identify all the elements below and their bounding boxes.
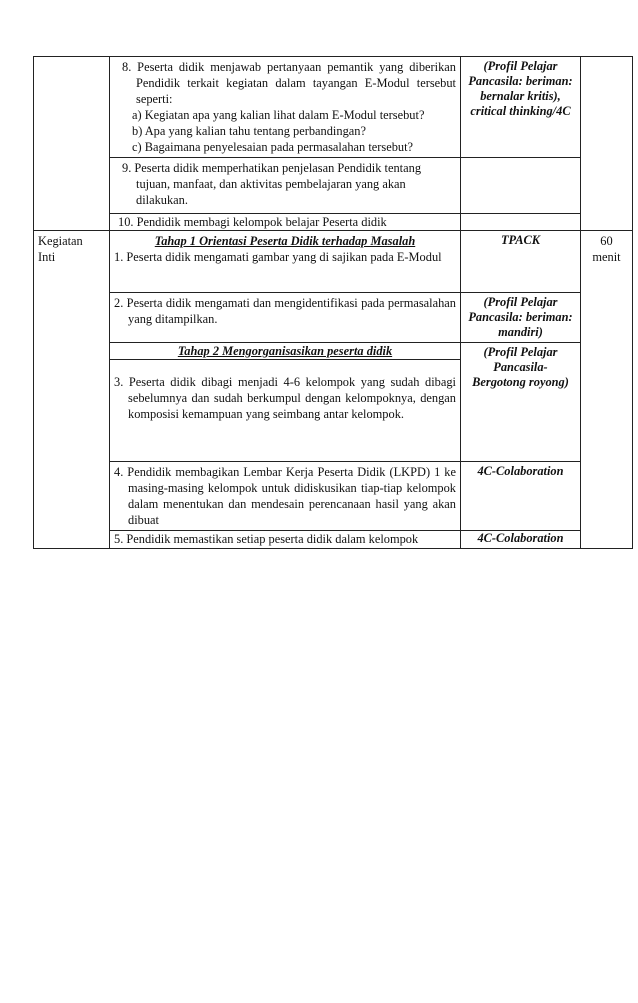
phase-label: [34, 231, 110, 549]
note-cell: (Profil Pelajar Pancasila: beriman: bernalar kritis), critical thinking/4C: [461, 57, 581, 158]
note-cell: TPACK: [461, 231, 581, 293]
activity-cell: [110, 531, 461, 549]
activity-cell: [110, 158, 461, 214]
question-a: a) Kegiatan apa yang kalian lihat dalam E-Modul tersebut?: [132, 108, 425, 122]
activity-text: 9. Peserta didik memperhatikan penjelasan Pendidik tentang tujuan, manfaat, dan aktivitas pembelajaran yang akan dilakukan.: [122, 161, 422, 207]
activity-cell: [110, 462, 461, 531]
table-row: [34, 57, 633, 158]
time-text: 60 menit: [592, 234, 621, 264]
activity-cell: [110, 214, 461, 231]
table-row: [34, 214, 633, 231]
note-cell: (Profil Pelajar Pancasila- Bergotong royong): [461, 343, 581, 462]
activity-text: 8. Peserta didik menjawab pertanyaan pemantik yang diberikan Pendidik terkait kegiatan dalam tayangan E-Modul tersebut seperti:: [122, 60, 456, 106]
lesson-activity-table: [33, 56, 633, 549]
table-row: [34, 231, 633, 293]
note-cell: 4C-Colaboration: [461, 462, 581, 531]
note-cell-empty: [461, 158, 581, 214]
activity-text: 5. Pendidik memastikan setiap peserta didik dalam kelompok: [114, 532, 419, 546]
stage-2-cell: [110, 343, 461, 360]
activity-text: 1. Peserta didik mengamati gambar yang di sajikan pada E-Modul: [114, 250, 442, 264]
time-cell: [581, 231, 633, 549]
activity-text: 3. Peserta didik dibagi menjadi 4-6 kelompok yang sudah dibagi sebelumnya dan sudah berkumpul dengan kelompoknya, dengan komposisi kemampuan yang seimbang antar kelompok.: [114, 375, 456, 421]
stage-2-heading: Tahap 2 Mengorganisasikan peserta didik: [177, 344, 393, 358]
note-cell-empty: [461, 214, 581, 231]
phase-cell-empty: [34, 57, 110, 231]
question-c: c) Bagaimana penyelesaian pada permasalahan tersebut?: [132, 140, 414, 154]
stage-1-heading: Tahap 1 Orientasi Peserta Didik terhadap Masalah: [154, 234, 416, 248]
table-row: [34, 158, 633, 214]
activity-cell: [110, 231, 461, 293]
table-row: [34, 462, 633, 531]
activity-cell: [110, 57, 461, 158]
activity-cell: [110, 360, 461, 462]
activity-text: 2. Peserta didik mengamati dan mengidentifikasi pada permasalahan yang ditampilkan.: [114, 296, 456, 326]
note-cell: 4C-Colaboration: [461, 531, 581, 549]
activity-text: 10. Pendidik membagi kelompok belajar Peserta didik: [118, 215, 387, 229]
table-row: [34, 531, 633, 549]
time-cell-empty: [581, 57, 633, 231]
activity-cell: [110, 293, 461, 343]
phase-label-text: Kegiatan Inti: [38, 234, 83, 264]
note-cell: (Profil Pelajar Pancasila: beriman: mandiri): [461, 293, 581, 343]
question-b: b) Apa yang kalian tahu tentang perbandingan?: [132, 124, 366, 138]
table-row: [34, 293, 633, 343]
table-row: [34, 343, 633, 360]
activity-text: 4. Pendidik membagikan Lembar Kerja Peserta Didik (LKPD) 1 ke masing-masing kelompok untuk didiskusikan tiap-tiap kelompok dalam menentukan dan mendesain perencanaan hasil yang akan dibuat: [114, 465, 456, 527]
